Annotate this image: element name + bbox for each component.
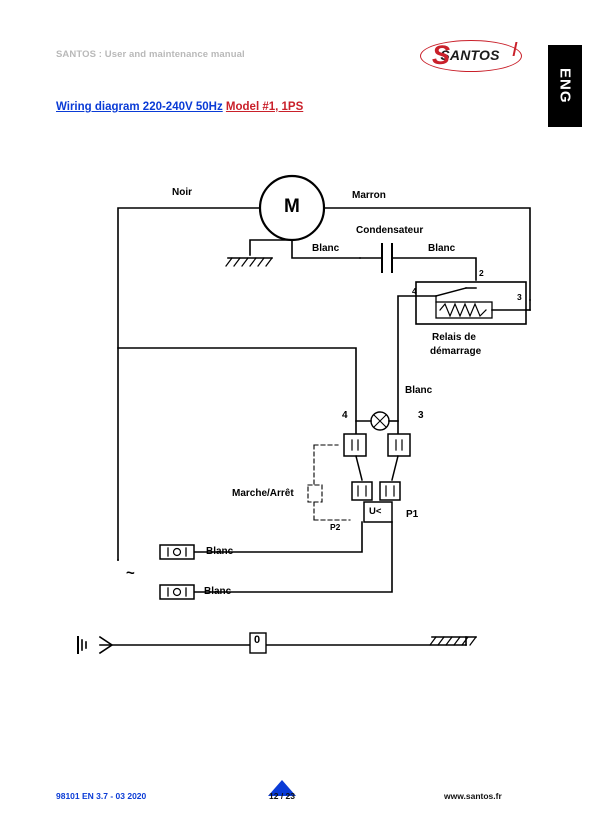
lower-contact-right bbox=[380, 482, 400, 500]
wire-to-terminal-2 bbox=[180, 522, 392, 592]
page-indicator bbox=[262, 780, 302, 802]
page-number-separator: / bbox=[278, 791, 286, 801]
page-number-total: 23 bbox=[285, 791, 296, 801]
page-title-primary: Wiring diagram 220-240V 50Hz bbox=[56, 101, 223, 113]
page-number bbox=[262, 791, 302, 801]
label-undervoltage: U< bbox=[369, 506, 382, 517]
label-relay-pin-3: 3 bbox=[517, 292, 522, 302]
wire-relay-to-switch-right bbox=[398, 296, 416, 440]
wiring-diagram bbox=[0, 140, 600, 705]
label-marche-arret: Marche/Arrêt bbox=[232, 488, 294, 499]
switch-blade-right bbox=[392, 456, 398, 480]
label-blanc-relay: Blanc bbox=[405, 385, 433, 396]
logo-wordmark: SANTOS bbox=[440, 47, 500, 63]
wire-capacitor-to-relay bbox=[392, 258, 476, 280]
footer-website: www.santos.fr bbox=[444, 791, 502, 801]
label-condensateur: Condensateur bbox=[356, 225, 424, 236]
mains-terminal-top bbox=[160, 545, 194, 559]
wire-left-rail bbox=[118, 348, 356, 440]
manual-header-text: SANTOS : User and maintenance manual bbox=[56, 49, 245, 60]
lower-contact-left bbox=[352, 482, 372, 500]
label-ac-symbol: ~ bbox=[126, 565, 135, 582]
page-title bbox=[56, 101, 303, 113]
footer-doc-code: 98101 EN 3.7 - 03 2020 bbox=[56, 791, 147, 801]
label-blanc-terminal-1: Blanc bbox=[206, 546, 234, 557]
switch-blade-left bbox=[356, 456, 362, 480]
label-motor-symbol: M bbox=[284, 196, 300, 217]
label-p2: P2 bbox=[330, 522, 341, 532]
switch-actuator-box bbox=[308, 485, 322, 502]
label-demarrage: démarrage bbox=[430, 346, 482, 357]
language-tab-label: ENG bbox=[556, 68, 574, 104]
logo-initial-letter: S bbox=[432, 40, 451, 70]
label-blanc-terminal-2: Blanc bbox=[204, 586, 232, 597]
label-blanc-motor: Blanc bbox=[312, 243, 340, 254]
wire-noir-left bbox=[118, 208, 260, 560]
wire-motor-earth bbox=[250, 240, 292, 255]
switch-contact-left bbox=[344, 434, 366, 456]
label-contact-3: 3 bbox=[418, 410, 424, 421]
page-number-current: 12 bbox=[268, 791, 279, 801]
mains-terminal-bottom bbox=[160, 585, 194, 599]
label-earth-tag: 0 bbox=[254, 634, 261, 646]
label-contact-4: 4 bbox=[342, 410, 348, 421]
label-relais: Relais de bbox=[432, 332, 476, 343]
label-p1: P1 bbox=[406, 509, 419, 520]
label-marron: Marron bbox=[352, 190, 386, 201]
label-noir: Noir bbox=[172, 187, 192, 198]
page-title-model: Model #1, 1PS bbox=[225, 101, 304, 113]
label-relay-pin-4: 4 bbox=[412, 286, 417, 296]
label-blanc-capacitor: Blanc bbox=[428, 243, 456, 254]
label-relay-pin-2: 2 bbox=[479, 268, 484, 278]
language-tab bbox=[548, 45, 582, 127]
wiring-diagram-svg bbox=[0, 140, 600, 700]
switch-contact-right bbox=[388, 434, 410, 456]
santos-logo bbox=[420, 36, 520, 74]
